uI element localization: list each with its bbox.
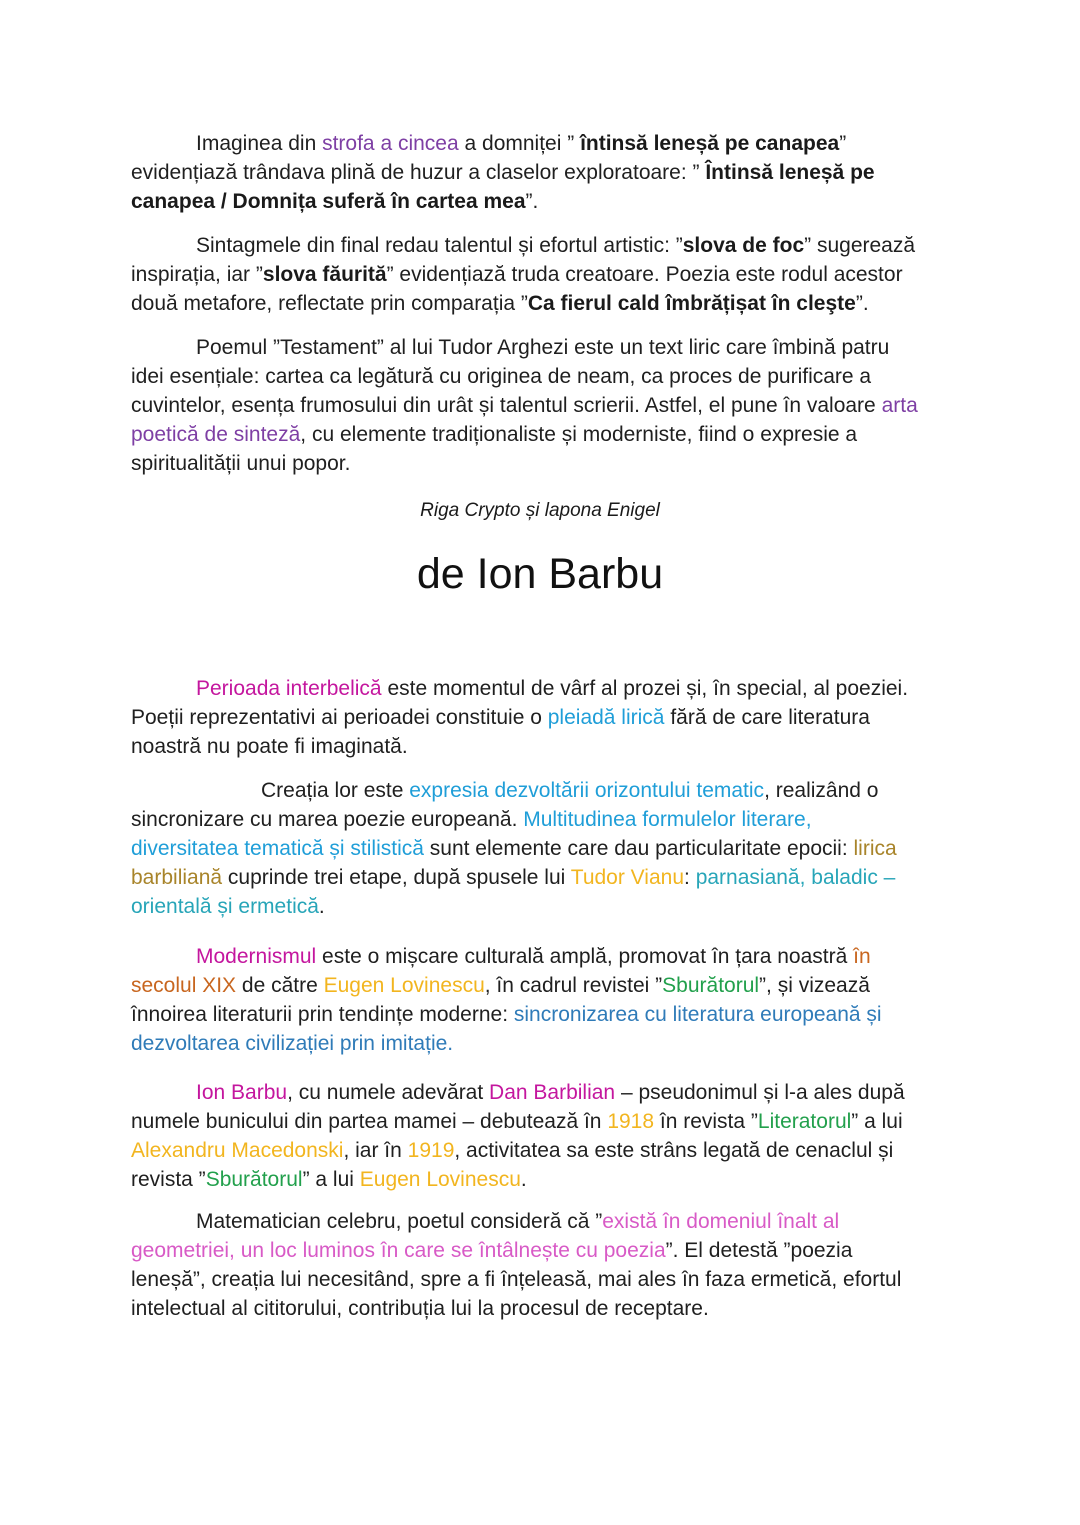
paragraph-modernismul bbox=[131, 942, 961, 1058]
paragraph-matematician bbox=[131, 1207, 961, 1323]
author-heading: de Ion Barbu bbox=[416, 550, 664, 598]
paragraph-ion-barbu bbox=[131, 1078, 961, 1194]
text: , în cadrul revistei ” bbox=[484, 974, 663, 997]
bold-quote: întinsă leneșă pe canapea bbox=[580, 132, 840, 155]
text: – pseudonimul și l-a ales după bbox=[615, 1081, 905, 1104]
text: două metafore, reflectate prin comparația ” bbox=[131, 292, 528, 315]
paragraph-perioada bbox=[131, 674, 961, 761]
paragraph-poemul bbox=[131, 333, 961, 478]
highlight: expresia dezvoltării orizontului tematic bbox=[409, 779, 765, 802]
text: , cu numele adevărat bbox=[287, 1081, 490, 1104]
highlight: Literatorul bbox=[757, 1110, 852, 1133]
highlight: secolul XIX bbox=[131, 974, 237, 997]
text: ” evidențiază truda creatoare. Poezia este rodul acestor bbox=[386, 263, 903, 286]
highlight: Sburătorul bbox=[662, 974, 760, 997]
highlight: Eugen Lovinescu bbox=[359, 1168, 521, 1191]
text: ” bbox=[839, 132, 847, 155]
highlight: în bbox=[853, 945, 871, 968]
text: evidențiază trândava plină de huzur a claselor exploratoare: ” bbox=[131, 161, 706, 184]
text: Matematician celebru, poetul consideră că ” bbox=[196, 1210, 603, 1233]
text: ”. bbox=[525, 190, 539, 213]
text: este o mișcare culturală amplă, promovat în țara noastră bbox=[316, 945, 854, 968]
bold-quote: Ca fierul cald îmbrățișat în cleşte bbox=[527, 292, 856, 315]
text: ” a lui bbox=[851, 1110, 903, 1133]
highlight: barbiliană bbox=[131, 866, 223, 889]
bold-quote: slova făurită bbox=[262, 263, 387, 286]
highlight: există în domeniul înalt al bbox=[602, 1210, 840, 1233]
text: : bbox=[684, 866, 696, 889]
text: . bbox=[318, 895, 325, 918]
highlight: Perioada interbelică bbox=[196, 677, 382, 700]
highlight: orientală și ermetică bbox=[131, 895, 319, 918]
text: fără de care literatura bbox=[664, 706, 870, 729]
highlight: Alexandru Macedonski bbox=[131, 1139, 344, 1162]
text: ” a lui bbox=[302, 1168, 360, 1191]
highlight: Tudor Vianu bbox=[570, 866, 685, 889]
bold-quote: Întinsă leneșă pe bbox=[705, 161, 875, 184]
text: ”. El detestă ”poezia bbox=[665, 1239, 853, 1262]
highlight: Multitudinea formulelor literare, bbox=[523, 808, 812, 831]
text: spiritualității unui popor. bbox=[131, 452, 351, 475]
text: , cu elemente tradiționaliste și moderniste, fiind o expresie a bbox=[300, 423, 858, 446]
text: sincronizare cu marea poezie europeană. bbox=[131, 808, 524, 831]
text: în revista ” bbox=[654, 1110, 758, 1133]
text: intelectual al cititorului, contribuția lui la procesul de receptare. bbox=[131, 1297, 709, 1320]
highlight: Eugen Lovinescu bbox=[323, 974, 485, 997]
paragraph-sintagmele bbox=[131, 231, 961, 318]
text: , activitatea sa este strâns legată de cenaclul și bbox=[454, 1139, 894, 1162]
text: a domniței ” bbox=[458, 132, 581, 155]
text: cuprinde trei etape, după spusele lui bbox=[222, 866, 571, 889]
highlight: arta bbox=[881, 394, 918, 417]
highlight: lirica bbox=[853, 837, 897, 860]
text: de către bbox=[236, 974, 324, 997]
text: revista ” bbox=[131, 1168, 206, 1191]
text: este momentul de vârf al prozei și, în special, al poeziei. bbox=[381, 677, 909, 700]
text: inspirația, iar ” bbox=[131, 263, 263, 286]
text: Sintagmele din final redau talentul și efortul artistic: ” bbox=[196, 234, 683, 257]
text: ” sugerează bbox=[804, 234, 916, 257]
highlight: pleiadă lirică bbox=[547, 706, 665, 729]
highlight: parnasiană, baladic – bbox=[695, 866, 896, 889]
highlight: 1918 bbox=[607, 1110, 655, 1133]
highlight: 1919 bbox=[407, 1139, 455, 1162]
text: , iar în bbox=[343, 1139, 408, 1162]
highlight: Modernismul bbox=[196, 945, 317, 968]
text: Poemul ”Testament” al lui Tudor Arghezi este un text liric care îmbină patru bbox=[196, 336, 890, 359]
highlight: Sburătorul bbox=[205, 1168, 303, 1191]
text: Creația lor este bbox=[261, 779, 410, 802]
text: numele bunicului din partea mamei – debutează în bbox=[131, 1110, 608, 1133]
text: , realizând o bbox=[764, 779, 879, 802]
text: idei esențiale: cartea ca legătură cu originea de neam, ca proces de purificare a bbox=[131, 365, 872, 388]
text: noastră nu poate fi imaginată. bbox=[131, 735, 408, 758]
text: Poeții reprezentativi ai perioadei constituie o bbox=[131, 706, 548, 729]
text: ”, și vizează bbox=[759, 974, 870, 997]
highlight: Ion Barbu bbox=[196, 1081, 288, 1104]
text: cuvintelor, esența frumosului din urât și talentul scrierii. Astfel, el pune în valoare bbox=[131, 394, 882, 417]
text: . bbox=[520, 1168, 527, 1191]
highlight: dezvoltarea civilizației prin imitație. bbox=[131, 1032, 454, 1055]
text: leneșă”, creația lui necesitând, spre a fi înțeleasă, mai ales în faza ermetică, efortul bbox=[131, 1268, 902, 1291]
highlight: poetică de sinteză bbox=[131, 423, 301, 446]
bold-quote: canapea / Domnița suferă în cartea mea bbox=[131, 190, 526, 213]
highlight: geometriei, un loc luminos în care se întâlnește cu poezia bbox=[131, 1239, 666, 1262]
text: Imaginea din bbox=[196, 132, 323, 155]
highlight: sincronizarea cu literatura europeană și bbox=[513, 1003, 882, 1026]
bold-quote: slova de foc bbox=[682, 234, 805, 257]
paragraph-imaginea bbox=[131, 129, 961, 216]
paragraph-creatia bbox=[131, 776, 961, 921]
text: sunt elemente care dau particularitate epocii: bbox=[423, 837, 854, 860]
highlight: diversitatea tematică și stilistică bbox=[131, 837, 424, 860]
text: înnoirea literaturii prin tendințe moderne: bbox=[131, 1003, 514, 1026]
highlight: Dan Barbilian bbox=[489, 1081, 616, 1104]
poem-title: Riga Crypto și lapona Enigel bbox=[420, 500, 660, 521]
highlight: strofa a cincea bbox=[322, 132, 459, 155]
text: ”. bbox=[855, 292, 869, 315]
